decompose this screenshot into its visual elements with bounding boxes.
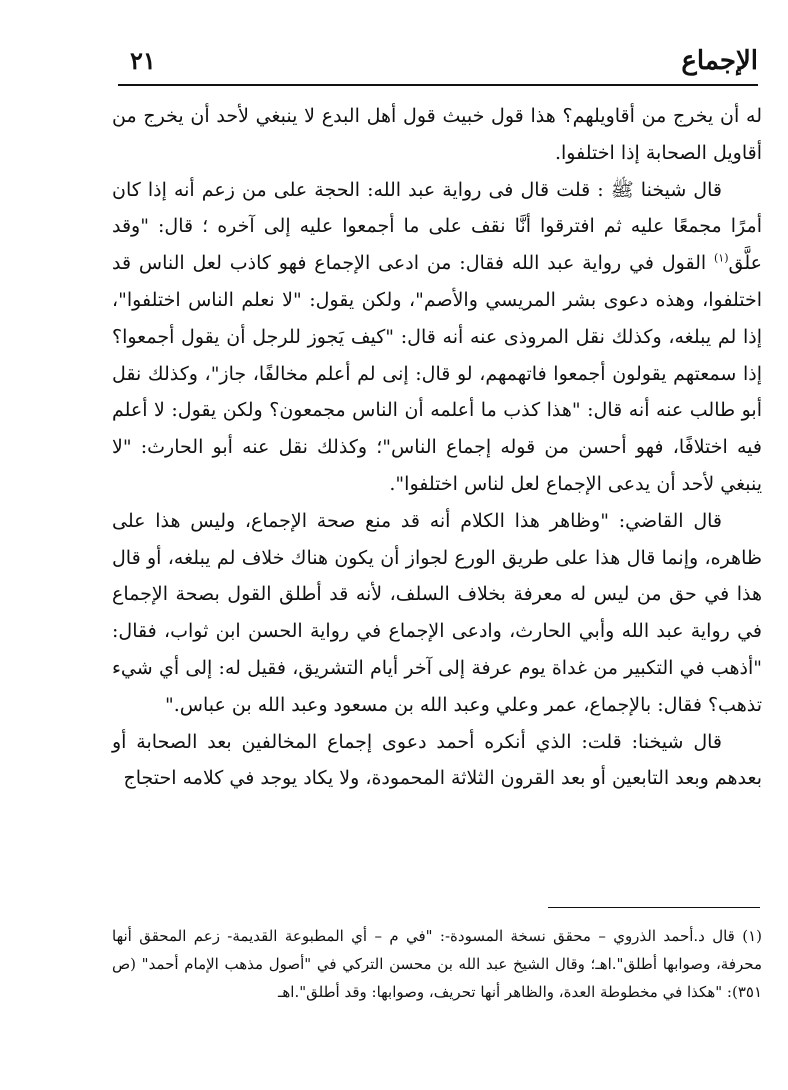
footnote-1: (١) قال د.أحمد الذروي – محقق نسخة المسودة-: "في م – أي المطبوعة القديمة- زعم المحقق أنها محرفة، وصوابها أطلق".اهـ؛ وقال الشيخ عبد الله بن محسن التركي في "أصول مذهب الإمام أحمد" (ص ٣٥١): "هكذا في مخطوطة العدة، والظاهر أنها تحريف، وصوابها: وقد أطلق".اهـ (112, 927, 762, 1001)
paragraph-1: له أن يخرج من أقاويلهم؟ هذا قول خبيث قول أهل البدع لا ينبغي لأحد أن يخرج من أقاويل الصحابة إذا اختلفوا. (112, 105, 762, 164)
footnote-section (112, 922, 762, 1006)
header-divider (118, 84, 758, 86)
paragraph-4: قال شيخنا: قلت: الذي أنكره أحمد دعوى إجماع المخالفين بعد الصحابة أو بعدهم وبعد التابعين أو بعد القرون الثلاثة المحمودة، ولا يكاد يوجد في كلامه احتجاج (112, 730, 762, 790)
paragraph-2-part-2: القول في رواية عبد الله فقال: من ادعى الإجماع فهو كاذب لعل الناس قد اختلفوا، وهذه دعوى بشر المريسي والأصم"، ولكن يقول: "لا نعلم الناس اختلفوا"، إذا لم يبلغه، وكذلك نقل المروذى عنه أنه قال: "كيف يَجوز للرجل أن يقول أجمعوا؟ إذا سمعتهم يقولون أجمعوا فاتهمهم، لو قال: إنى لم أعلم مخالفًا، جاز"، وكذلك نقل أبو طالب عنه أنه قال: "هذا كذب ما أعلمه أن الناس مجمعون؟ ولكن يقول: لا أعلم فيه اختلافًا، فهو أحسن من قوله إجماع الناس"؛ وكذلك نقل عنه أبو الحارث: "لا ينبغي لأحد أن يدعى الإجماع لعل لناس اختلفوا". (112, 252, 762, 495)
footnote-reference[interactable]: (١) (714, 251, 729, 265)
page-number: ٢١ (130, 46, 156, 75)
paragraph-3: قال القاضي: "وظاهر هذا الكلام أنه قد منع صحة الإجماع، وليس هذا على ظاهره، وإنما قال هذا على طريق الورع لجواز أن يكون هناك خلاف لم يبلغه، أو قال هذا في حق من ليس له معرفة بخلاف السلف، لأنه قد أطلق القول بصحة الإجماع في رواية عبد الله وأبي الحارث، وادعى الإجماع في رواية الحسن ابن ثواب، فقال: "أذهب في التكبير من غداة يوم عرفة إلى آخر أيام التشريق، فقيل له: إلى أي شيء تذهب؟ فقال: بالإجماع، عمر وعلي وعبد الله بن مسعود وعبد الله بن عباس." (112, 509, 762, 716)
paragraph-2 (112, 172, 762, 503)
chapter-title: الإجماع (681, 46, 758, 76)
paragraph-2-part-1: قال شيخنا ﷺ : قلت قال فى رواية عبد الله: الحجة على من زعم أنه إذا كان أمرًا مجمعًا عليه ثم افترقوا أنَّا نقف على ما أجمعوا عليه إلى آخره ؛ قال: "وقد علَّق (112, 178, 762, 275)
footnote-divider (548, 907, 760, 908)
running-header (118, 42, 758, 82)
main-text (112, 98, 762, 797)
